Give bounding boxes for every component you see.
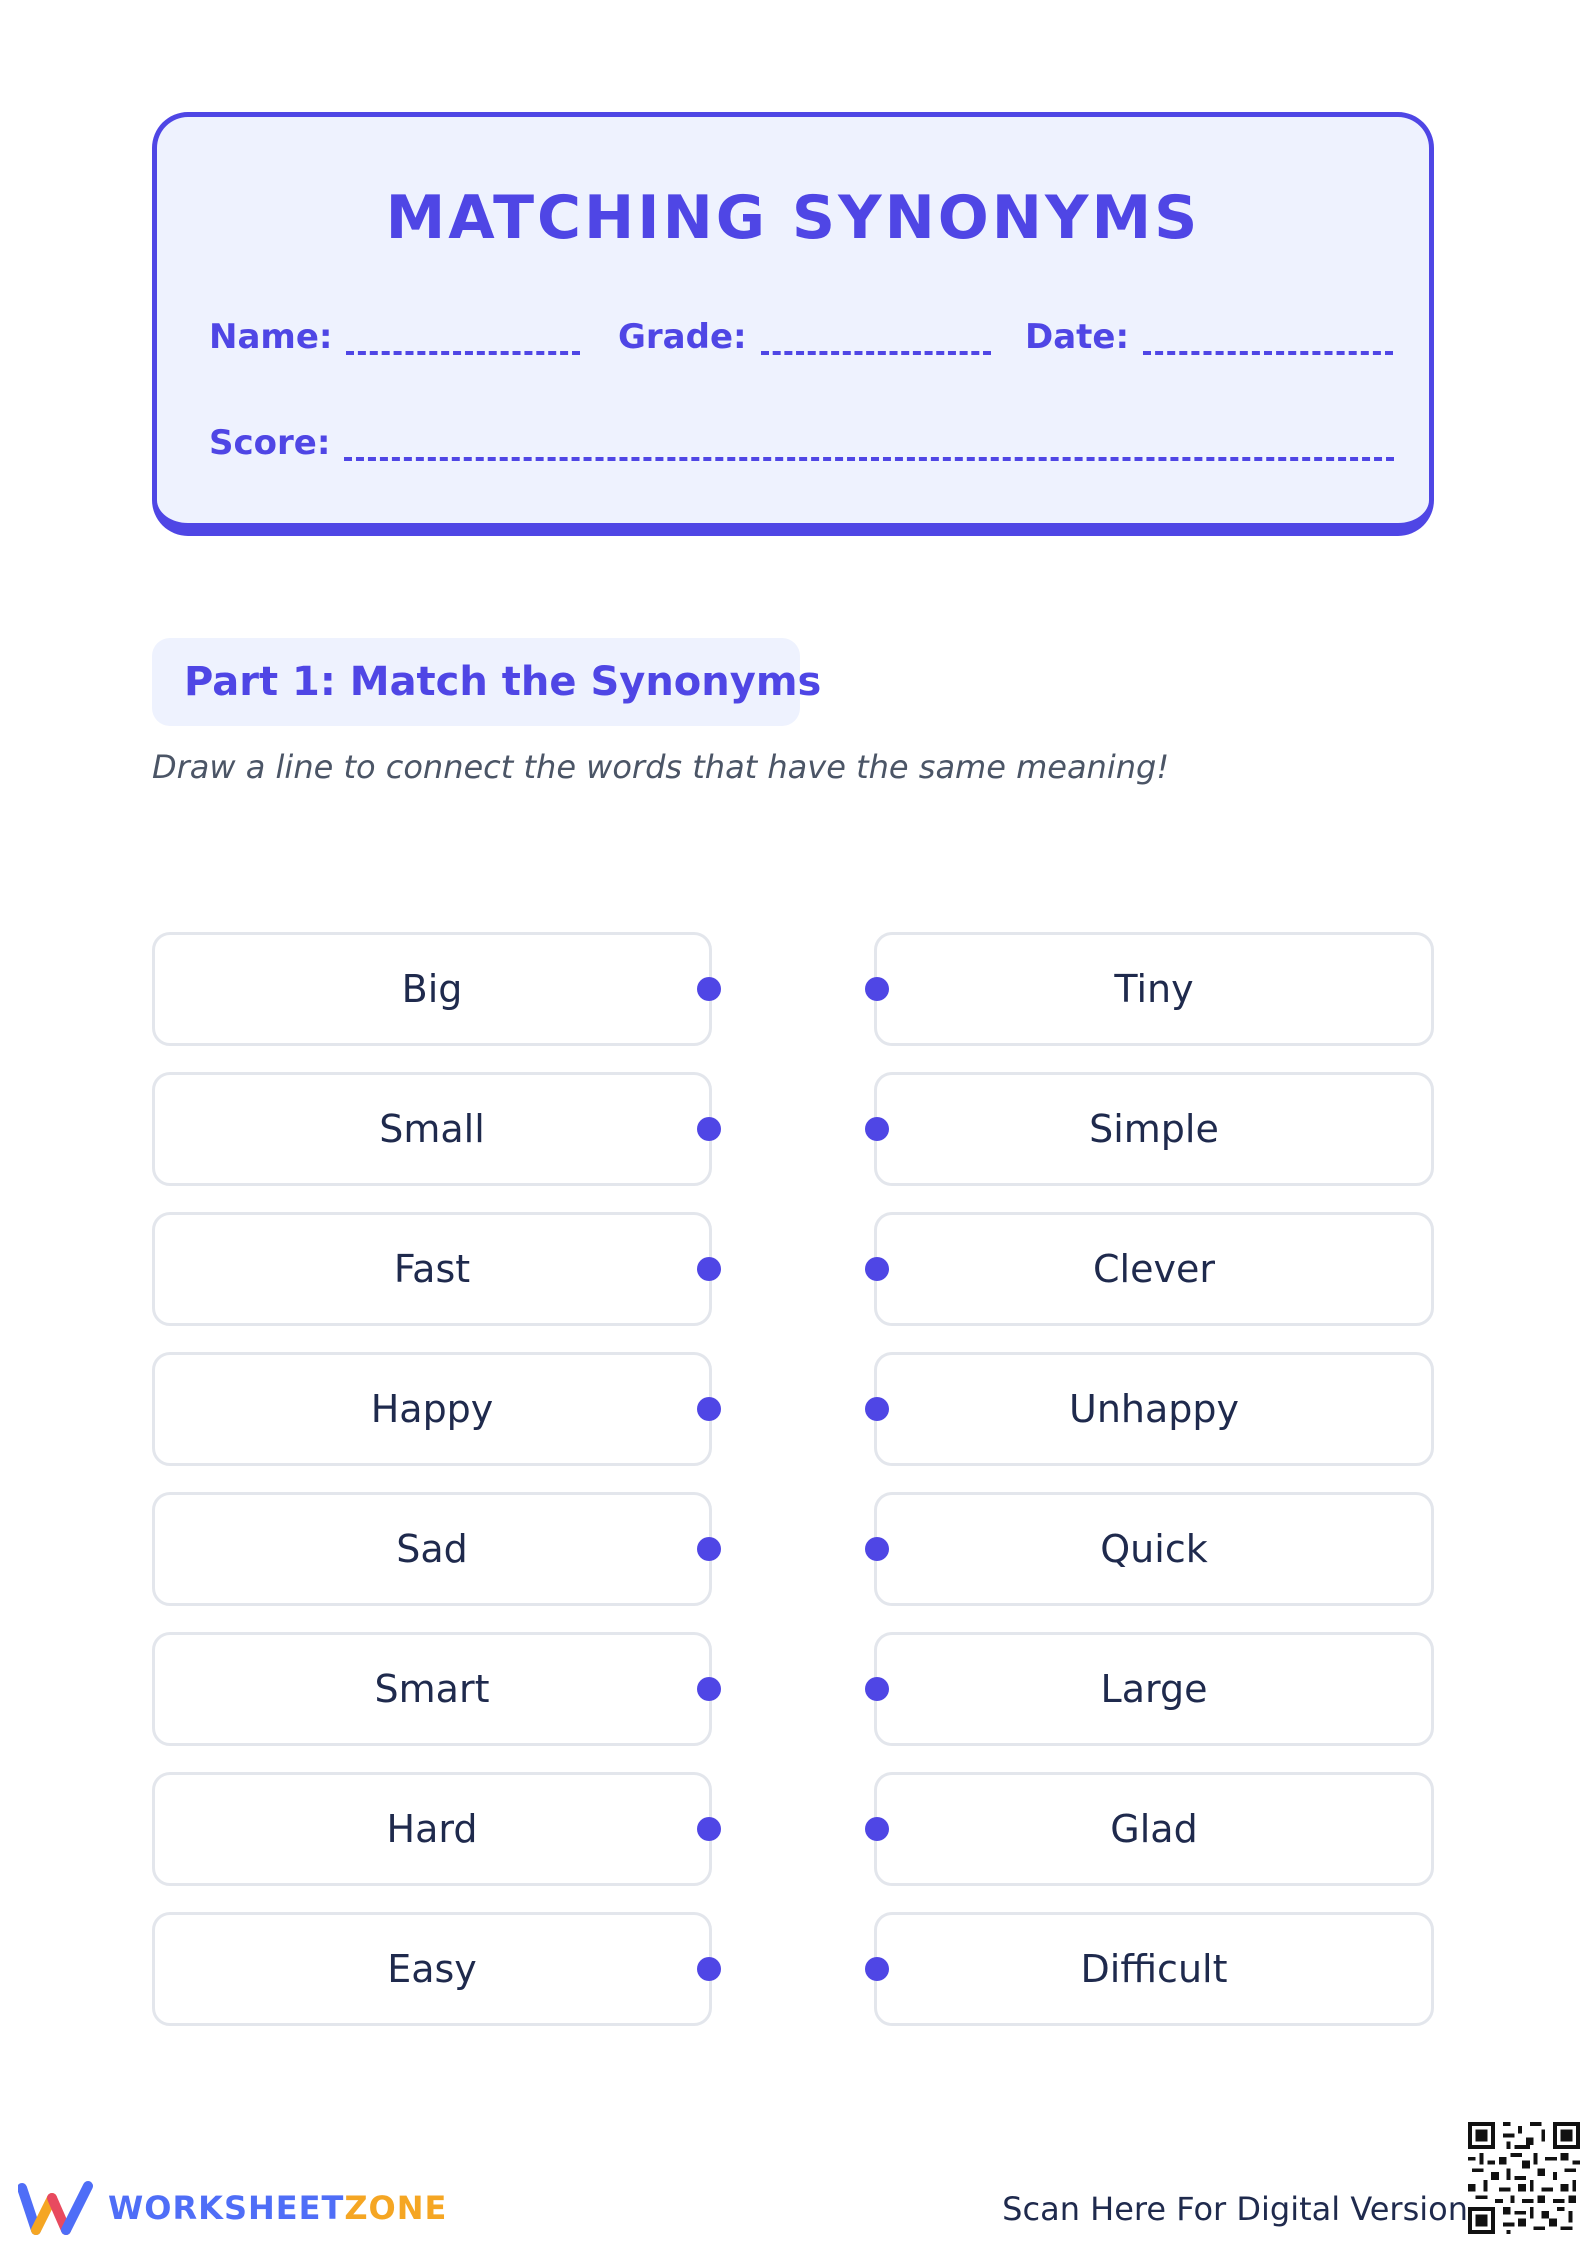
name-field xyxy=(209,317,580,357)
right-word-card xyxy=(874,1072,1434,1186)
right-word: Quick xyxy=(1100,1527,1208,1571)
right-word-card xyxy=(874,1492,1434,1606)
left-word-card xyxy=(152,1352,712,1466)
right-word-list xyxy=(874,932,1434,2052)
right-word-card xyxy=(874,932,1434,1046)
right-word-card xyxy=(874,1912,1434,2026)
left-word: Easy xyxy=(387,1947,477,1991)
connector-dot[interactable] xyxy=(865,1117,889,1141)
connector-dot[interactable] xyxy=(697,977,721,1001)
name-blank-line[interactable] xyxy=(346,347,580,355)
left-word: Fast xyxy=(393,1247,471,1291)
left-word: Hard xyxy=(386,1807,478,1851)
connector-dot[interactable] xyxy=(697,1677,721,1701)
connector-dot[interactable] xyxy=(865,1397,889,1421)
date-field xyxy=(1025,317,1393,357)
score-blank-line[interactable] xyxy=(344,453,1394,461)
right-word: Glad xyxy=(1110,1807,1198,1851)
right-word: Unhappy xyxy=(1069,1387,1239,1431)
right-word: Clever xyxy=(1093,1247,1215,1291)
grade-field xyxy=(618,317,991,357)
header-card xyxy=(152,112,1434,536)
grade-blank-line[interactable] xyxy=(761,347,991,355)
connector-dot[interactable] xyxy=(697,1537,721,1561)
left-word-card xyxy=(152,1772,712,1886)
right-word-card xyxy=(874,1212,1434,1326)
part-heading xyxy=(152,638,822,726)
date-label: Date: xyxy=(1025,317,1130,357)
connector-dot[interactable] xyxy=(865,977,889,1001)
connector-dot[interactable] xyxy=(865,1957,889,1981)
connector-dot[interactable] xyxy=(865,1537,889,1561)
right-word: Tiny xyxy=(1114,967,1194,1011)
connector-dot[interactable] xyxy=(697,1257,721,1281)
connector-dot[interactable] xyxy=(865,1677,889,1701)
right-word-card xyxy=(874,1772,1434,1886)
left-word-card xyxy=(152,1072,712,1186)
brand-logo[interactable] xyxy=(18,2180,447,2236)
instructions-text: Draw a line to connect the words that have the same meaning! xyxy=(152,748,1170,786)
right-word: Difficult xyxy=(1080,1947,1228,1991)
left-word-card xyxy=(152,1912,712,2026)
date-blank-line[interactable] xyxy=(1143,347,1393,355)
left-word-list xyxy=(152,932,712,2052)
left-word-card xyxy=(152,1492,712,1606)
worksheet-title: MATCHING SYNONYMS xyxy=(385,183,1201,253)
right-word: Simple xyxy=(1089,1107,1219,1151)
score-field xyxy=(209,423,1394,463)
name-label: Name: xyxy=(209,317,333,357)
connector-dot[interactable] xyxy=(697,1397,721,1421)
scan-instruction: Scan Here For Digital Version xyxy=(1002,2190,1468,2228)
left-word: Happy xyxy=(370,1387,494,1431)
connector-dot[interactable] xyxy=(697,1817,721,1841)
qr-code-icon[interactable] xyxy=(1468,2122,1580,2234)
connector-dot[interactable] xyxy=(865,1257,889,1281)
left-word-card xyxy=(152,932,712,1046)
left-word-card xyxy=(152,1632,712,1746)
left-word: Small xyxy=(379,1107,485,1151)
grade-label: Grade: xyxy=(618,317,747,357)
right-word-card xyxy=(874,1632,1434,1746)
connector-dot[interactable] xyxy=(865,1817,889,1841)
left-word: Big xyxy=(401,967,463,1011)
right-word-card xyxy=(874,1352,1434,1466)
right-word: Large xyxy=(1100,1667,1208,1711)
left-word-card xyxy=(152,1212,712,1326)
left-word: Smart xyxy=(374,1667,490,1711)
brand-name xyxy=(108,2189,447,2227)
connector-dot[interactable] xyxy=(697,1117,721,1141)
score-label: Score: xyxy=(209,423,331,463)
brand-name-part-2: ZONE xyxy=(344,2189,448,2227)
left-word: Sad xyxy=(396,1527,468,1571)
brand-name-part-1: WORKSHEET xyxy=(108,2189,345,2227)
worksheetzone-logo-icon xyxy=(18,2180,94,2236)
part-title: Part 1: Match the Synonyms xyxy=(184,659,822,705)
connector-dot[interactable] xyxy=(697,1957,721,1981)
